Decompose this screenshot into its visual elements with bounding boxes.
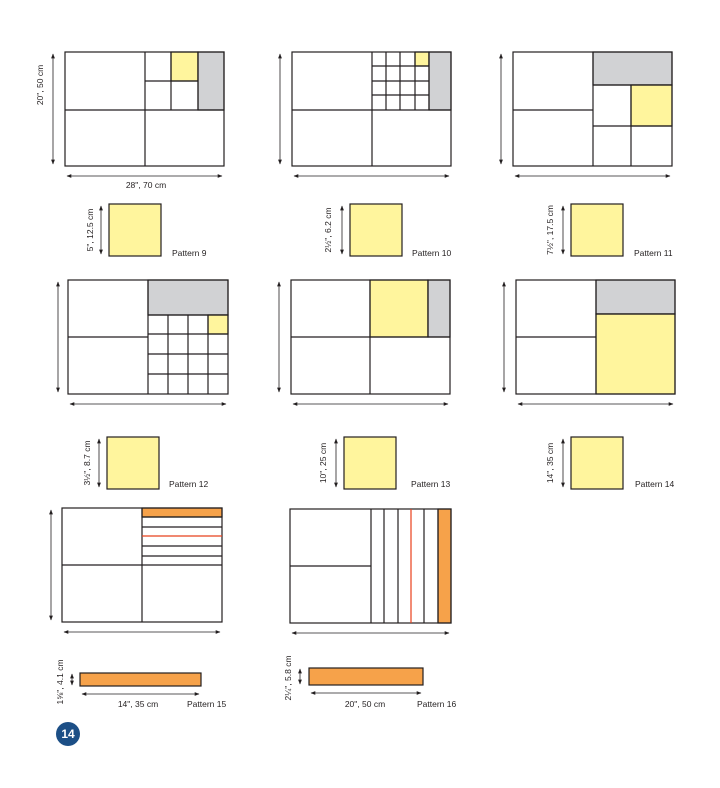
pattern-15-strip (72, 673, 201, 694)
pattern-16-strip (300, 668, 423, 693)
pattern-11-board (513, 52, 672, 166)
pattern-15-width-label: 14", 35 cm (117, 699, 159, 709)
pattern-16-height-label: 2¼", 5.8 cm (283, 655, 293, 701)
pattern-10-square (342, 204, 402, 256)
width-label: 28", 70 cm (125, 180, 167, 190)
height-label: 20", 50 cm (35, 64, 45, 106)
pattern-10-board (292, 52, 451, 166)
pattern-14-dim-label: 14", 35 cm (545, 442, 555, 484)
pattern-9-square (101, 204, 161, 256)
page-number-badge: 14 (56, 722, 80, 746)
pattern-9-title: Pattern 9 (172, 248, 207, 258)
pattern-14-square (563, 437, 623, 489)
pattern-9-board (65, 52, 224, 166)
pattern-9-dim-label: 5", 12.5 cm (85, 208, 95, 252)
pattern-11-dim-label: 7½", 17.5 cm (545, 205, 555, 255)
pattern-12-board (68, 280, 228, 394)
pattern-12-dim-label: 3½", 8.7 cm (82, 440, 92, 486)
pattern-10-dim-label: 2½", 6.2 cm (323, 207, 333, 253)
pattern-10-title: Pattern 10 (412, 248, 452, 258)
pattern-12-square (99, 437, 159, 489)
pattern-15-height-label: 1⅝", 4.1 cm (55, 659, 65, 705)
pattern-13-square (336, 437, 396, 489)
pattern-14-title: Pattern 14 (635, 479, 675, 489)
pattern-15-title: Pattern 15 (187, 699, 227, 709)
pattern-16-title: Pattern 16 (417, 699, 457, 709)
pattern-14-board (516, 280, 675, 394)
pattern-13-board (291, 280, 450, 394)
pattern-15-board (62, 508, 222, 622)
pattern-11-square (563, 204, 623, 256)
pattern-11-title: Pattern 11 (634, 248, 673, 258)
pattern-12-title: Pattern 12 (169, 479, 209, 489)
pattern-13-title: Pattern 13 (411, 479, 451, 489)
pattern-16-width-label: 20", 50 cm (344, 699, 386, 709)
pattern-16-board (290, 509, 451, 623)
pattern-13-dim-label: 10", 25 cm (318, 442, 328, 484)
